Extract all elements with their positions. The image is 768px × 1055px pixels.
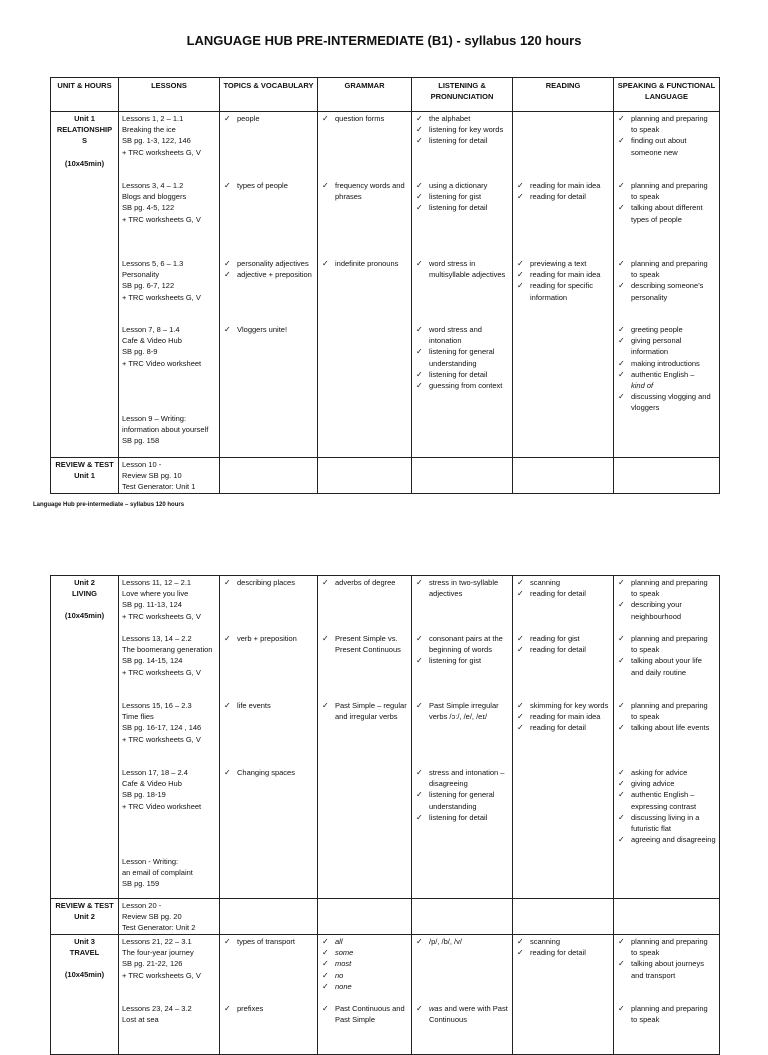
list-item: ✓ life events bbox=[223, 700, 314, 711]
unit-hours: (10x45min) bbox=[64, 158, 105, 168]
list-item: ✓ agreeing and disagreeing bbox=[617, 834, 716, 845]
writing-pages: SB pg. 158 bbox=[122, 436, 160, 446]
review-lessons-cell bbox=[119, 899, 220, 935]
listening-cell bbox=[412, 935, 513, 1055]
list-item: ✓ giving personal information bbox=[617, 335, 716, 357]
list-item: ✓ word stress in multisyllable adjectives bbox=[415, 258, 509, 280]
lesson-resources: + TRC worksheets G, V bbox=[122, 667, 201, 677]
lesson-range: Lessons 21, 22 – 3.1 bbox=[122, 937, 192, 946]
unit-number: Unit 2 bbox=[74, 578, 95, 587]
list-item: ✓ talking about different types of people bbox=[617, 202, 716, 224]
topics-cell bbox=[220, 112, 318, 458]
listening-cell bbox=[412, 576, 513, 899]
empty-cell bbox=[220, 458, 318, 494]
list-item: ✓ reading for main idea bbox=[516, 180, 610, 191]
unit-cell bbox=[51, 576, 119, 899]
list-item: ✓ reading for detail bbox=[516, 947, 610, 958]
review-unit: Unit 1 bbox=[74, 471, 95, 481]
list-item: ✓ talking about life events bbox=[617, 722, 716, 733]
review-label: REVIEW & TEST bbox=[55, 460, 114, 469]
list-item: ✓ listening for detail bbox=[415, 202, 509, 213]
lesson-title: Cafe & Video Hub bbox=[122, 336, 182, 346]
empty-cell bbox=[513, 458, 614, 494]
lesson-resources: + TRC worksheets G, V bbox=[122, 214, 201, 224]
list-item: ✓ reading for main idea bbox=[516, 711, 610, 722]
list-item: ✓ describing places bbox=[223, 577, 314, 588]
lesson-range: Lesson 7, 8 – 1.4 bbox=[122, 325, 180, 334]
list-item: ✓ Past Simple irregular verbs /ɔː/, /e/, /eɪ/ bbox=[415, 700, 509, 722]
lesson-title: Lost at sea bbox=[122, 1015, 159, 1025]
header-reading: READING bbox=[513, 78, 614, 112]
header-row bbox=[51, 78, 720, 112]
topics-cell bbox=[220, 576, 318, 899]
list-item: ✓ reading for gist bbox=[516, 633, 610, 644]
lesson-pages: SB pg. 8-9 bbox=[122, 347, 158, 357]
review-row bbox=[51, 899, 720, 935]
list-item: ✓ the alphabet bbox=[415, 113, 509, 124]
list-item: ✓ some bbox=[321, 947, 408, 958]
header-listening: LISTENING & PRONUNCIATION bbox=[412, 78, 513, 112]
reading-cell bbox=[513, 112, 614, 458]
list-item: ✓ frequency words and phrases bbox=[321, 180, 408, 202]
list-item: ✓ describing your neighbourhood bbox=[617, 599, 716, 621]
list-item: ✓ planning and preparing to speak bbox=[617, 936, 716, 958]
lesson-pages: SB pg. 14-15, 124 bbox=[122, 656, 183, 666]
list-item: ✓ discussing living in a futuristic flat bbox=[617, 812, 716, 834]
list-item: ✓ all bbox=[321, 936, 408, 947]
list-item: ✓ talking about journeys and transport bbox=[617, 958, 716, 980]
list-item: ✓ listening for gist bbox=[415, 655, 509, 666]
list-item: ✓ planning and preparing to speak bbox=[617, 1003, 716, 1025]
lesson-resources: + TRC worksheets G, V bbox=[122, 970, 201, 980]
list-item: ✓ discussing vlogging and vloggers bbox=[617, 391, 716, 413]
list-item: ✓ previewing a text bbox=[516, 258, 610, 269]
writing-pages: SB pg. 159 bbox=[122, 879, 160, 889]
list-item-continuation: kind of bbox=[631, 381, 654, 391]
list-item: ✓ consonant pairs at the beginning of words bbox=[415, 633, 509, 655]
list-item: ✓ reading for detail bbox=[516, 722, 610, 733]
list-item: ✓ listening for general understanding bbox=[415, 346, 509, 368]
review-lesson: Lesson 10 - bbox=[122, 460, 162, 469]
lesson-title: Breaking the ice bbox=[122, 125, 176, 135]
page-footer: Language Hub pre-intermediate – syllabus 120 hours bbox=[33, 502, 185, 508]
table-row bbox=[51, 576, 720, 899]
review-cell bbox=[51, 899, 119, 935]
empty-cell bbox=[614, 899, 720, 935]
lessons-cell bbox=[119, 112, 220, 458]
lesson-title: Cafe & Video Hub bbox=[122, 779, 182, 789]
list-item: ✓ planning and preparing to speak bbox=[617, 180, 716, 202]
review-pages: Review SB pg. 10 bbox=[122, 471, 182, 481]
review-label: REVIEW & TEST bbox=[55, 901, 114, 910]
list-item: ✓ scanning bbox=[516, 936, 610, 947]
list-item: ✓ finding out about someone new bbox=[617, 135, 716, 157]
empty-cell bbox=[220, 899, 318, 935]
listening-cell bbox=[412, 112, 513, 458]
grammar-cell bbox=[318, 935, 412, 1055]
review-row bbox=[51, 458, 720, 494]
review-pages: Review SB pg. 20 bbox=[122, 912, 182, 922]
writing-lesson: Lesson 9 – Writing: bbox=[122, 414, 187, 423]
lesson-resources: + TRC Video worksheet bbox=[122, 358, 202, 368]
list-item: ✓ guessing from context bbox=[415, 380, 509, 391]
writing-title: information about yourself bbox=[122, 425, 209, 435]
list-item: ✓ asking for advice bbox=[617, 767, 716, 778]
empty-cell bbox=[513, 899, 614, 935]
italic-word: was bbox=[429, 1004, 443, 1013]
lesson-range: Lessons 13, 14 – 2.2 bbox=[122, 634, 192, 643]
lessons-cell bbox=[119, 576, 220, 899]
unit-hours: (10x45min) bbox=[64, 611, 105, 621]
review-test: Test Generator: Unit 1 bbox=[122, 482, 196, 492]
list-item: ✓ word stress and intonation bbox=[415, 324, 509, 346]
list-item: ✓ authentic English – bbox=[617, 369, 716, 380]
lesson-pages: SB pg. 1-3, 122, 146 bbox=[122, 136, 191, 146]
list-item: ✓ listening for key words bbox=[415, 124, 509, 135]
header-unit-hours: UNIT & HOURS bbox=[51, 78, 119, 112]
lesson-range: Lessons 1, 2 – 1.1 bbox=[122, 114, 184, 123]
list-item: ✓ planning and preparing to speak bbox=[617, 258, 716, 280]
lesson-range: Lessons 15, 16 – 2.3 bbox=[122, 701, 192, 710]
list-item: ✓ listening for gist bbox=[415, 191, 509, 202]
list-item: ✓ people bbox=[223, 113, 314, 124]
list-item: ✓ authentic English – expressing contrast bbox=[617, 789, 716, 811]
list-item: ✓ planning and preparing to speak bbox=[617, 113, 716, 135]
list-item: ✓ scanning bbox=[516, 577, 610, 588]
list-item-text: and were with Past Continuous bbox=[429, 1004, 508, 1025]
lesson-title: Love where you live bbox=[122, 589, 189, 599]
unit-name: RELATIONSHIP bbox=[56, 125, 113, 135]
list-item: ✓ listening for detail bbox=[415, 135, 509, 146]
lesson-title: Personality bbox=[122, 270, 160, 280]
list-item: ✓ Present Simple vs. Present Continuous bbox=[321, 633, 408, 655]
unit-name: LIVING bbox=[71, 589, 97, 599]
list-item: ✓ Changing spaces bbox=[223, 767, 314, 778]
lesson-pages: SB pg. 11-13, 124 bbox=[122, 600, 182, 610]
review-test: Test Generator: Unit 2 bbox=[122, 923, 196, 933]
unit-name: TRAVEL bbox=[69, 948, 100, 958]
syllabus-table-1 bbox=[50, 77, 720, 494]
list-item: ✓ reading for detail bbox=[516, 644, 610, 655]
list-item: ✓ planning and preparing to speak bbox=[617, 700, 716, 722]
lesson-pages: SB pg. 18-19 bbox=[122, 790, 166, 800]
list-item: ✓ stress and intonation – disagreeing bbox=[415, 767, 509, 789]
unit-hours: (10x45min) bbox=[64, 970, 105, 980]
lessons-cell bbox=[119, 935, 220, 1055]
list-item: ✓ prefixes bbox=[223, 1003, 314, 1014]
list-item: ✓ planning and preparing to speak bbox=[617, 577, 716, 599]
topics-cell bbox=[220, 935, 318, 1055]
empty-cell bbox=[412, 899, 513, 935]
lesson-title: The four-year journey bbox=[122, 948, 194, 958]
review-unit: Unit 2 bbox=[74, 912, 95, 922]
list-item: ✓ none bbox=[321, 981, 408, 992]
list-item: ✓ Past Simple – regular and irregular verbs bbox=[321, 700, 408, 722]
lesson-pages: SB pg. 16-17, 124 , 146 bbox=[122, 723, 202, 733]
list-item: ✓ listening for detail bbox=[415, 369, 509, 380]
list-item: ✓ reading for specific information bbox=[516, 280, 610, 302]
list-item: ✓ Vloggers unite! bbox=[223, 324, 314, 335]
review-lessons-cell bbox=[119, 458, 220, 494]
writing-title: an email of complaint bbox=[122, 868, 193, 878]
speaking-cell bbox=[614, 112, 720, 458]
lesson-resources: + TRC worksheets G, V bbox=[122, 611, 201, 621]
syllabus-table-2 bbox=[50, 575, 720, 1055]
speaking-cell bbox=[614, 576, 720, 899]
writing-lesson: Lesson - Writing: bbox=[122, 857, 179, 866]
list-item: ✓ reading for detail bbox=[516, 191, 610, 202]
list-item: ✓ giving advice bbox=[617, 778, 716, 789]
header-speaking: SPEAKING & FUNCTIONAL LANGUAGE bbox=[614, 78, 720, 112]
list-item bbox=[415, 1003, 509, 1025]
grammar-cell bbox=[318, 112, 412, 458]
list-item: ✓ describing someone’s personality bbox=[617, 280, 716, 302]
list-item: ✓ personality adjectives bbox=[223, 258, 314, 269]
empty-cell bbox=[614, 458, 720, 494]
unit-cell bbox=[51, 112, 119, 458]
list-item: ✓ indefinite pronouns bbox=[321, 258, 408, 269]
list-item: ✓ greeting people bbox=[617, 324, 716, 335]
lesson-range: Lesson 17, 18 – 2.4 bbox=[122, 768, 188, 777]
lesson-pages: SB pg. 6-7, 122 bbox=[122, 281, 175, 291]
unit-number: Unit 3 bbox=[74, 937, 95, 946]
list-item: ✓ reading for detail bbox=[516, 588, 610, 599]
lesson-pages: SB pg. 21-22, 126 bbox=[122, 959, 183, 969]
reading-cell bbox=[513, 935, 614, 1055]
list-item: ✓ question forms bbox=[321, 113, 408, 124]
list-item: ✓ using a dictionary bbox=[415, 180, 509, 191]
list-item: ✓ no bbox=[321, 970, 408, 981]
lesson-pages: SB pg. 4-5, 122 bbox=[122, 203, 175, 213]
unit-number: Unit 1 bbox=[74, 114, 95, 123]
lesson-resources: + TRC worksheets G, V bbox=[122, 734, 201, 744]
list-item: ✓ verb + preposition bbox=[223, 633, 314, 644]
list-item: ✓ planning and preparing to speak bbox=[617, 633, 716, 655]
empty-cell bbox=[318, 458, 412, 494]
list-item: ✓ Past Continuous and Past Simple bbox=[321, 1003, 408, 1025]
header-lessons: LESSONS bbox=[119, 78, 220, 112]
empty-cell bbox=[412, 458, 513, 494]
unit-name-cont: S bbox=[81, 136, 87, 146]
list-item: ✓ /p/, /b/, /v/ bbox=[415, 936, 509, 947]
list-item: ✓ listening for detail bbox=[415, 812, 509, 823]
list-item: ✓ talking about your life and daily routine bbox=[617, 655, 716, 677]
lesson-range: Lessons 11, 12 – 2.1 bbox=[122, 578, 192, 587]
list-item: ✓ reading for main idea bbox=[516, 269, 610, 280]
header-topics: TOPICS & VOCABULARY bbox=[220, 78, 318, 112]
unit-cell bbox=[51, 935, 119, 1055]
lesson-title: Blogs and bloggers bbox=[122, 192, 187, 202]
lesson-resources: + TRC Video worksheet bbox=[122, 801, 202, 811]
list-item: ✓ making introductions bbox=[617, 358, 716, 369]
lesson-resources: + TRC worksheets G, V bbox=[122, 292, 201, 302]
document-title: LANGUAGE HUB PRE-INTERMEDIATE (B1) - syllabus 120 hours bbox=[186, 33, 582, 48]
lesson-range: Lessons 3, 4 – 1.2 bbox=[122, 181, 184, 190]
lesson-title: Time flies bbox=[122, 712, 154, 722]
list-item: ✓ stress in two-syllable adjectives bbox=[415, 577, 509, 599]
list-item: ✓ types of people bbox=[223, 180, 314, 191]
table-row bbox=[51, 935, 720, 1055]
lesson-range: Lessons 23, 24 – 3.2 bbox=[122, 1004, 192, 1013]
speaking-cell bbox=[614, 935, 720, 1055]
list-item: ✓ types of transport bbox=[223, 936, 314, 947]
empty-cell bbox=[318, 899, 412, 935]
lesson-range: Lessons 5, 6 – 1.3 bbox=[122, 259, 184, 268]
lesson-title: The boomerang generation bbox=[122, 645, 213, 655]
list-item: ✓ adverbs of degree bbox=[321, 577, 408, 588]
review-lesson: Lesson 20 - bbox=[122, 901, 162, 910]
list-item: ✓ listening for general understanding bbox=[415, 789, 509, 811]
list-item: ✓ adjective + preposition bbox=[223, 269, 314, 280]
reading-cell bbox=[513, 576, 614, 899]
lesson-resources: + TRC worksheets G, V bbox=[122, 147, 201, 157]
list-item: ✓ most bbox=[321, 958, 408, 969]
list-item: ✓ skimming for key words bbox=[516, 700, 610, 711]
review-cell bbox=[51, 458, 119, 494]
grammar-cell bbox=[318, 576, 412, 899]
header-grammar: GRAMMAR bbox=[318, 78, 412, 112]
table-row bbox=[51, 112, 720, 458]
